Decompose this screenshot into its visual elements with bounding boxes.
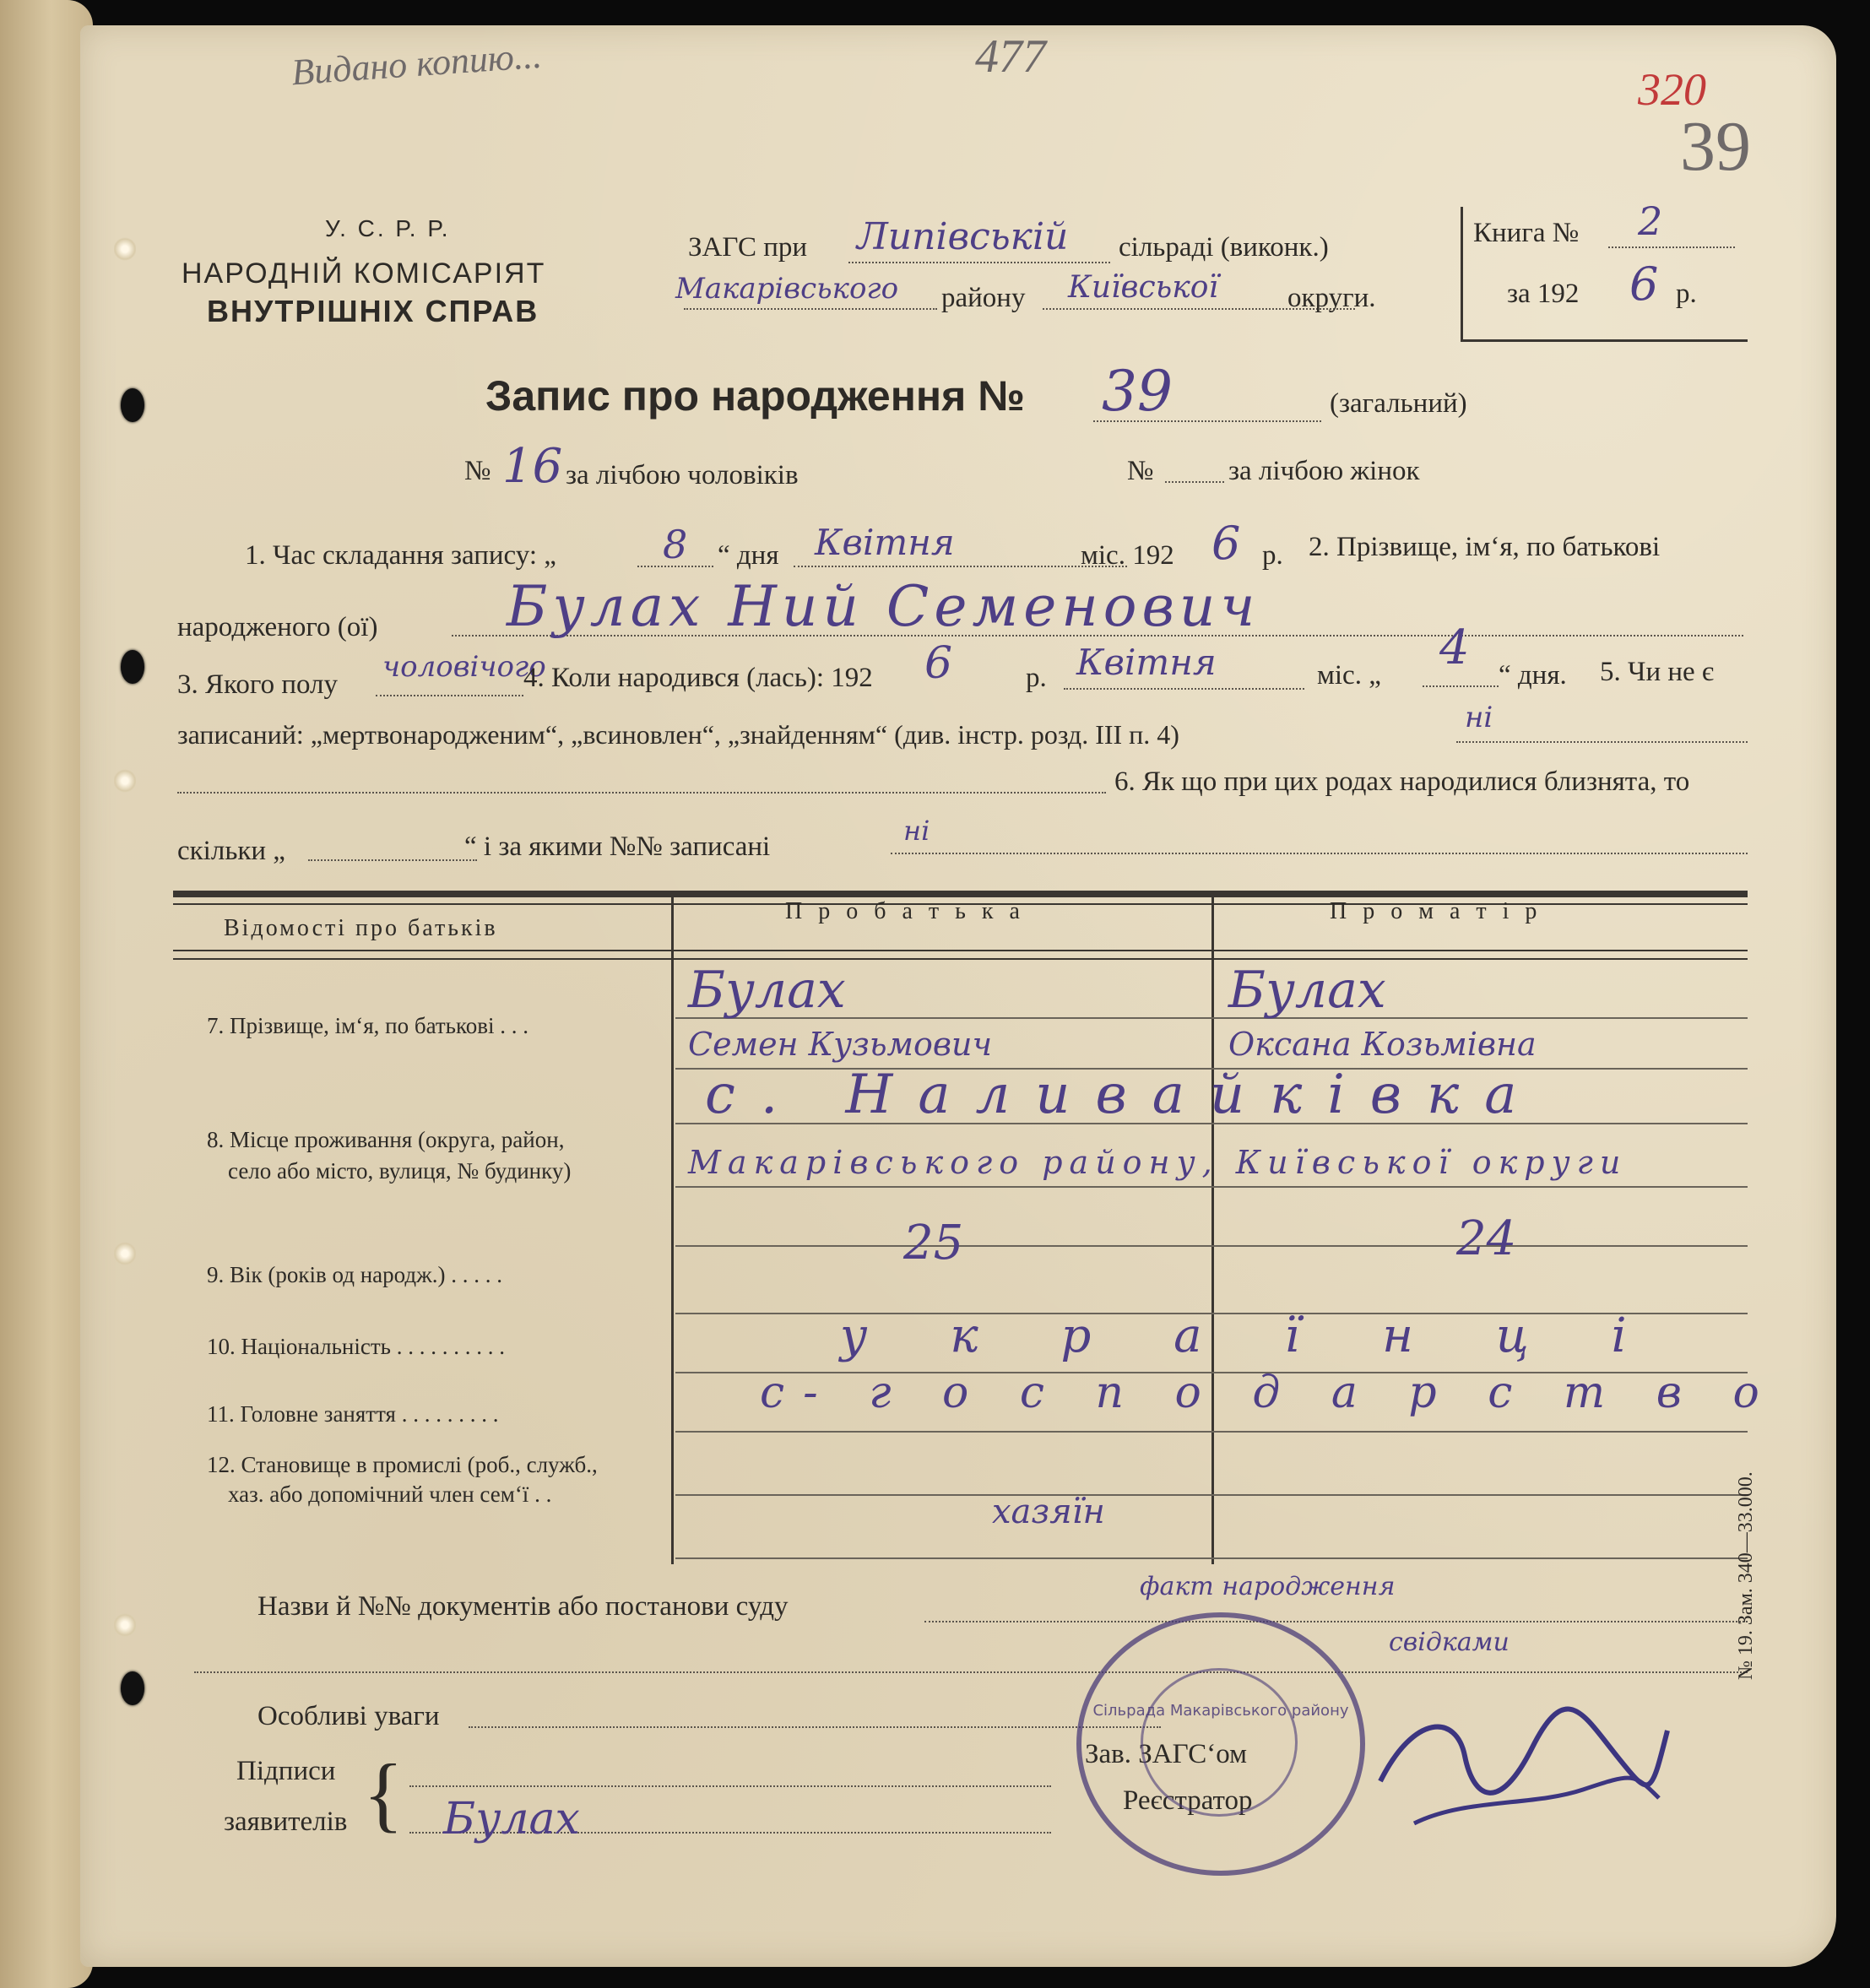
- field4-day-suffix: “ дня.: [1499, 660, 1567, 691]
- field3-value: чоловічого: [382, 650, 546, 684]
- field6-value: ні: [903, 815, 930, 847]
- field4-day: 4: [1439, 620, 1470, 675]
- top-margin-note: Видано копию...: [290, 34, 544, 94]
- row10-label: 10. Національність . . . . . . . . . .: [207, 1334, 505, 1359]
- docs-line-2: [194, 1671, 1748, 1673]
- field6-blank-line: [177, 792, 1106, 794]
- field5-line: [1456, 741, 1748, 743]
- okrug-label: округи.: [1287, 283, 1376, 313]
- field1-day: 8: [663, 522, 688, 567]
- field1-month: Квітня: [815, 522, 955, 563]
- table-header-col0: Відомості про батьків: [224, 915, 498, 941]
- row-line: [675, 1245, 1748, 1247]
- birth-record-sheet: [80, 25, 1836, 1967]
- row12-label: 12. Становище в промислі (роб., служб.,: [207, 1452, 598, 1477]
- row12-label-cont: хаз. або допомічний член сем‘ї . .: [228, 1482, 552, 1507]
- row9-mother-age: 24: [1456, 1211, 1517, 1266]
- field4-month-suffix: міс. „: [1317, 660, 1381, 691]
- signature-line-1: [409, 1785, 1051, 1787]
- zags-village-line: [848, 262, 1110, 263]
- field4-month: Квітня: [1076, 642, 1217, 683]
- field4-year-digit: 6: [924, 638, 953, 689]
- row7-label: 7. Прізвище, ім‘я, по батькові . . .: [207, 1013, 528, 1038]
- applicant-signature: Булах: [443, 1794, 580, 1844]
- row11-occupation: с- г о с п о д а р с т в о: [760, 1368, 1778, 1418]
- okrug-name: Київської: [1068, 270, 1218, 305]
- field2-label: 2. Прізвище, ім‘я, по батькові: [1309, 532, 1661, 562]
- field6-label-cont1: скільки „: [177, 836, 285, 866]
- field1-day-suffix: “ дня: [718, 540, 779, 571]
- side-print: № 19. Зам. 340—33.000.: [1735, 1471, 1757, 1680]
- commissariat-line2: ВНУТРІШНІХ СПРАВ: [207, 294, 539, 328]
- paper-tear: [114, 768, 136, 794]
- field5-label: 5. Чи не є: [1600, 657, 1715, 687]
- row10-nationality: у к р а ї н ц і: [840, 1308, 1661, 1363]
- zags-suffix: сільраді (виконк.): [1119, 232, 1329, 263]
- row7-mother-name: Оксана Козьмівна: [1228, 1026, 1537, 1063]
- docs-label: Назви й №№ документів або постанови суду: [257, 1591, 789, 1622]
- docs-value-2: свідками: [1389, 1628, 1510, 1657]
- district-line: [684, 308, 937, 310]
- table-header-col1: П р о б а т ь к а: [785, 898, 1025, 924]
- field1-year-suffix: р.: [1262, 540, 1283, 571]
- field4-year-suffix: р.: [1026, 663, 1047, 693]
- table-header-rule-2: [173, 958, 1748, 960]
- field2-label-cont: народженого (ої): [177, 612, 378, 642]
- field1-year-digit: 6: [1211, 517, 1241, 570]
- signatures-brace: {: [363, 1747, 404, 1840]
- year-suffix: р.: [1676, 279, 1697, 309]
- binder-hole: [121, 650, 144, 684]
- district-name: Макарівського: [675, 272, 899, 306]
- book-number-line: [1608, 246, 1735, 248]
- year-prefix: за 192: [1507, 279, 1580, 309]
- docs-line-1: [924, 1621, 1748, 1622]
- commissariat-line1: НАРОДНІЙ КОМІСАРІЯТ: [182, 257, 546, 290]
- table-header-col2: П р о м а т і р: [1330, 898, 1542, 924]
- signatures-label-1: Підписи: [236, 1756, 336, 1786]
- row9-label: 9. Вік (років од народж.) . . . . .: [207, 1262, 502, 1287]
- book-number: 2: [1638, 198, 1663, 244]
- row8-label: 8. Місце проживання (округа, район,: [207, 1127, 565, 1152]
- row8-district: Макарівського району, Київської округи: [688, 1144, 1628, 1181]
- stamp-text: Сільрада Макарівського району: [1092, 1702, 1349, 1720]
- field5-label-cont: записаний: „мертвонародженим“, „всиновлен“, „знайденням“ (див. інстр. розд. III п. 4): [177, 719, 1179, 750]
- notes-line: [469, 1726, 1161, 1728]
- row11-label: 11. Головне заняття . . . . . . . . .: [207, 1401, 499, 1427]
- row-line: [675, 1186, 1748, 1188]
- top-margin-number: 477: [975, 30, 1046, 83]
- docs-value-1: факт народження: [1140, 1572, 1396, 1601]
- row-line: [675, 1431, 1748, 1433]
- book-label: Книга №: [1473, 218, 1580, 248]
- field4-label: 4. Коли народився (лась): 192: [523, 663, 873, 693]
- field3-label: 3. Якого полу: [177, 669, 339, 700]
- paper-tear: [114, 1612, 136, 1638]
- head-label: Зав. ЗАГС‘ом: [1085, 1739, 1248, 1769]
- field5-value: ні: [1465, 701, 1493, 734]
- notes-label: Особливі уваги: [257, 1701, 440, 1731]
- female-count-prefix: №: [1127, 456, 1154, 486]
- field1-month-suffix: міс. 192: [1081, 540, 1174, 571]
- row8-label-cont: село або місто, вулиця, № будинку): [228, 1158, 572, 1184]
- paper-tear: [114, 236, 136, 262]
- binder-hole: [121, 388, 144, 422]
- row7-mother-surname: Булах: [1228, 961, 1386, 1020]
- row9-father-age: 25: [903, 1216, 964, 1270]
- table-divider-2: [1211, 897, 1214, 1564]
- field6-count-line: [308, 859, 477, 861]
- female-count-line: [1165, 481, 1224, 483]
- field1-month-line: [794, 566, 1127, 567]
- zags-village: Липівській: [857, 215, 1069, 258]
- field2-value: Булах Ний Семенович: [507, 574, 1260, 639]
- binder-hole: [121, 1671, 144, 1705]
- field4-day-line: [1423, 685, 1499, 687]
- record-number-suffix: (загальний): [1330, 388, 1467, 419]
- field6-label: 6. Як що при цих родах народилися близнята, то: [1114, 766, 1690, 797]
- zags-prefix: ЗАГС при: [688, 232, 808, 263]
- page-number-pencil: 39: [1680, 107, 1751, 186]
- row8-village: с. Наливайківка: [705, 1064, 1542, 1126]
- row12-father-status: хазяїн: [992, 1492, 1105, 1531]
- official-stamp: [1076, 1612, 1365, 1876]
- field4-month-line: [1064, 688, 1304, 690]
- paper-tear: [114, 1241, 136, 1266]
- record-title: Запис про народження №: [485, 372, 1025, 420]
- page-number-red: 320: [1638, 64, 1706, 115]
- row7-father-surname: Булах: [688, 961, 846, 1020]
- field1-label: 1. Час складання запису: „: [245, 540, 556, 571]
- field6-label-cont2: “ і за якими №№ записані: [464, 831, 771, 862]
- male-count-number: 16: [502, 439, 563, 494]
- field3-line: [376, 695, 523, 696]
- row7-father-name: Семен Кузьмович: [688, 1026, 993, 1063]
- registrar-label: Реєстратор: [1123, 1785, 1253, 1816]
- row-line: [675, 1557, 1748, 1559]
- facing-page-edge: [0, 0, 93, 1988]
- table-divider-1: [671, 897, 674, 1564]
- registrar-signature: [1363, 1680, 1684, 1849]
- field6-numbers-line: [891, 853, 1748, 854]
- table-header-rule: [173, 950, 1748, 951]
- male-count-prefix: №: [464, 456, 491, 486]
- female-count-label: за лічбою жінок: [1228, 456, 1420, 486]
- male-count-label: за лічбою чоловіків: [566, 460, 799, 490]
- record-number: 39: [1102, 359, 1173, 424]
- row-line: [675, 1494, 1748, 1496]
- book-box-left: [1461, 207, 1463, 342]
- district-label: району: [941, 283, 1026, 313]
- book-box-bottom: [1461, 339, 1748, 342]
- stamp-inner-ring: [1141, 1668, 1298, 1817]
- ussr-label: У. С. Р. Р.: [325, 215, 451, 241]
- year-digit: 6: [1629, 257, 1659, 311]
- signatures-label-2: заявителів: [224, 1807, 348, 1837]
